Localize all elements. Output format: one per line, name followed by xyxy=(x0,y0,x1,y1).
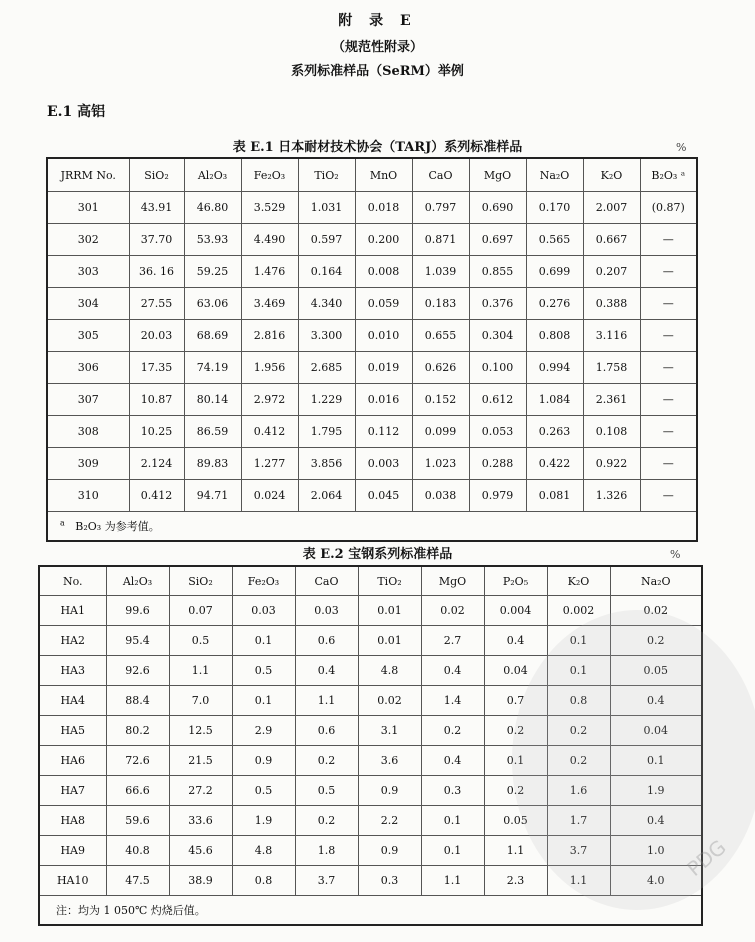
value-cell: 36. 16 xyxy=(129,256,184,288)
value-cell: 2.3 xyxy=(484,866,547,896)
value-cell: 1.0 xyxy=(610,836,702,866)
value-cell: 0.6 xyxy=(295,716,358,746)
value-cell: 0.038 xyxy=(412,480,469,512)
value-cell: 0.04 xyxy=(484,656,547,686)
column-header: Al₂O₃ xyxy=(184,158,241,192)
sample-id-cell: HA8 xyxy=(39,806,106,836)
table1-footnote-row xyxy=(47,512,697,542)
value-cell: 0.667 xyxy=(583,224,640,256)
value-cell: 2.9 xyxy=(232,716,295,746)
value-cell: 0.697 xyxy=(469,224,526,256)
value-cell: 0.1 xyxy=(484,746,547,776)
value-cell: 0.002 xyxy=(547,596,610,626)
value-cell: 0.4 xyxy=(610,686,702,716)
value-cell: 72.6 xyxy=(106,746,169,776)
value-cell: 0.9 xyxy=(358,776,421,806)
column-header: MgO xyxy=(469,158,526,192)
value-cell: 2.007 xyxy=(583,192,640,224)
value-cell: 0.4 xyxy=(421,656,484,686)
value-cell: 0.018 xyxy=(355,192,412,224)
table-row xyxy=(47,320,697,352)
value-cell: 0.2 xyxy=(610,626,702,656)
value-cell: (0.87) xyxy=(640,192,697,224)
value-cell: 0.170 xyxy=(526,192,583,224)
value-cell: 3.116 xyxy=(583,320,640,352)
value-cell: 0.108 xyxy=(583,416,640,448)
column-header: No. xyxy=(39,566,106,596)
table-row xyxy=(39,866,702,896)
value-cell: 0.4 xyxy=(421,746,484,776)
value-cell: 4.490 xyxy=(241,224,298,256)
value-cell: 0.008 xyxy=(355,256,412,288)
sample-id-cell: 303 xyxy=(47,256,129,288)
value-cell: 0.3 xyxy=(421,776,484,806)
value-cell: 1.8 xyxy=(295,836,358,866)
value-cell: 3.529 xyxy=(241,192,298,224)
value-cell: 0.07 xyxy=(169,596,232,626)
sample-id-cell: 308 xyxy=(47,416,129,448)
value-cell: 0.152 xyxy=(412,384,469,416)
table1-footnote xyxy=(47,512,697,542)
value-cell: — xyxy=(640,224,697,256)
footnote-mark: a xyxy=(60,518,65,528)
value-cell: 3.6 xyxy=(358,746,421,776)
value-cell: 3.1 xyxy=(358,716,421,746)
column-header: Fe₂O₃ xyxy=(232,566,295,596)
value-cell: 4.8 xyxy=(358,656,421,686)
value-cell: 12.5 xyxy=(169,716,232,746)
table2-header-row xyxy=(39,566,702,596)
value-cell: 0.808 xyxy=(526,320,583,352)
value-cell: 0.01 xyxy=(358,596,421,626)
sample-id-cell: HA6 xyxy=(39,746,106,776)
value-cell: 0.05 xyxy=(610,656,702,686)
value-cell: 0.626 xyxy=(412,352,469,384)
value-cell: 4.8 xyxy=(232,836,295,866)
value-cell: 0.8 xyxy=(232,866,295,896)
value-cell: 0.04 xyxy=(610,716,702,746)
value-cell: 0.3 xyxy=(358,866,421,896)
value-cell: 2.124 xyxy=(129,448,184,480)
sample-id-cell: 302 xyxy=(47,224,129,256)
value-cell: 0.2 xyxy=(484,776,547,806)
value-cell: 1.956 xyxy=(241,352,298,384)
value-cell: 2.064 xyxy=(298,480,355,512)
table-row xyxy=(47,384,697,416)
appendix-subtitle: （规范性附录） xyxy=(331,40,423,55)
value-cell: 0.02 xyxy=(358,686,421,716)
value-cell: 3.7 xyxy=(295,866,358,896)
value-cell: 1.326 xyxy=(583,480,640,512)
value-cell: 0.979 xyxy=(469,480,526,512)
sample-id-cell: 305 xyxy=(47,320,129,352)
value-cell: 1.4 xyxy=(421,686,484,716)
value-cell: 0.565 xyxy=(526,224,583,256)
table2-caption: 表 E.2 宝钢系列标准样品 xyxy=(302,547,453,562)
table-row xyxy=(47,480,697,512)
value-cell: 7.0 xyxy=(169,686,232,716)
value-cell: 10.25 xyxy=(129,416,184,448)
value-cell: 3.300 xyxy=(298,320,355,352)
value-cell: 0.412 xyxy=(129,480,184,512)
column-header: MgO xyxy=(421,566,484,596)
value-cell: 2.2 xyxy=(358,806,421,836)
value-cell: 0.690 xyxy=(469,192,526,224)
sample-id-cell: HA5 xyxy=(39,716,106,746)
value-cell: 3.469 xyxy=(241,288,298,320)
column-header: CaO xyxy=(412,158,469,192)
sample-id-cell: HA3 xyxy=(39,656,106,686)
value-cell: 1.1 xyxy=(484,836,547,866)
value-cell: 89.83 xyxy=(184,448,241,480)
value-cell: 45.6 xyxy=(169,836,232,866)
value-cell: 94.71 xyxy=(184,480,241,512)
value-cell: 0.412 xyxy=(241,416,298,448)
value-cell: 66.6 xyxy=(106,776,169,806)
value-cell: 1.6 xyxy=(547,776,610,806)
value-cell: 0.099 xyxy=(412,416,469,448)
table-row xyxy=(39,746,702,776)
value-cell: — xyxy=(640,416,697,448)
table-row xyxy=(39,656,702,686)
table1-caption: 表 E.1 日本耐材技术协会（TARJ）系列标准样品 xyxy=(232,140,523,155)
value-cell: — xyxy=(640,448,697,480)
value-cell: 0.1 xyxy=(547,626,610,656)
column-header: SiO₂ xyxy=(129,158,184,192)
sample-id-cell: 306 xyxy=(47,352,129,384)
value-cell: 74.19 xyxy=(184,352,241,384)
value-cell: 3.7 xyxy=(547,836,610,866)
table1-unit: % xyxy=(676,141,687,154)
column-header: K₂O xyxy=(547,566,610,596)
value-cell: 2.7 xyxy=(421,626,484,656)
value-cell: — xyxy=(640,320,697,352)
value-cell: 0.2 xyxy=(295,746,358,776)
value-cell: 0.164 xyxy=(298,256,355,288)
sample-id-cell: 304 xyxy=(47,288,129,320)
sample-id-cell: 307 xyxy=(47,384,129,416)
value-cell: 43.91 xyxy=(129,192,184,224)
value-cell: — xyxy=(640,288,697,320)
value-cell: 80.2 xyxy=(106,716,169,746)
value-cell: 1.229 xyxy=(298,384,355,416)
value-cell: 0.4 xyxy=(295,656,358,686)
table-row xyxy=(47,256,697,288)
sample-id-cell: HA9 xyxy=(39,836,106,866)
value-cell: 86.59 xyxy=(184,416,241,448)
value-cell: 0.797 xyxy=(412,192,469,224)
table-row xyxy=(39,776,702,806)
value-cell: 0.2 xyxy=(421,716,484,746)
value-cell: 2.361 xyxy=(583,384,640,416)
sample-id-cell: HA2 xyxy=(39,626,106,656)
table-row xyxy=(47,224,697,256)
table-row xyxy=(39,686,702,716)
value-cell: 0.4 xyxy=(484,626,547,656)
table1-header-row xyxy=(47,158,697,192)
value-cell: 0.5 xyxy=(232,656,295,686)
table-row xyxy=(39,806,702,836)
value-cell: 1.1 xyxy=(547,866,610,896)
sample-id-cell: 310 xyxy=(47,480,129,512)
value-cell: 1.476 xyxy=(241,256,298,288)
sample-id-cell: HA10 xyxy=(39,866,106,896)
value-cell: 88.4 xyxy=(106,686,169,716)
value-cell: 0.081 xyxy=(526,480,583,512)
table-row xyxy=(39,716,702,746)
value-cell: 0.288 xyxy=(469,448,526,480)
appendix-title: 附 录 E xyxy=(338,13,417,29)
value-cell: 0.7 xyxy=(484,686,547,716)
value-cell: 0.05 xyxy=(484,806,547,836)
value-cell: 0.100 xyxy=(469,352,526,384)
value-cell: 4.340 xyxy=(298,288,355,320)
value-cell: 0.699 xyxy=(526,256,583,288)
value-cell: 0.1 xyxy=(547,656,610,686)
table2-note: 注：均为 1 050℃ 灼烧后值。 xyxy=(39,896,702,926)
table-row xyxy=(47,352,697,384)
value-cell: 33.6 xyxy=(169,806,232,836)
value-cell: 68.69 xyxy=(184,320,241,352)
table-row xyxy=(39,626,702,656)
value-cell: 59.25 xyxy=(184,256,241,288)
value-cell: 1.031 xyxy=(298,192,355,224)
value-cell: 1.9 xyxy=(610,776,702,806)
value-cell: 1.1 xyxy=(295,686,358,716)
column-header: Na₂O xyxy=(610,566,702,596)
value-cell: 0.2 xyxy=(547,716,610,746)
value-cell: 95.4 xyxy=(106,626,169,656)
value-cell: 0.388 xyxy=(583,288,640,320)
value-cell: 0.276 xyxy=(526,288,583,320)
value-cell: 2.972 xyxy=(241,384,298,416)
sample-id-cell: HA4 xyxy=(39,686,106,716)
value-cell: 0.004 xyxy=(484,596,547,626)
value-cell: 99.6 xyxy=(106,596,169,626)
value-cell: 0.01 xyxy=(358,626,421,656)
value-cell: 1.084 xyxy=(526,384,583,416)
value-cell: 0.922 xyxy=(583,448,640,480)
table-row xyxy=(39,836,702,866)
column-header: Fe₂O₃ xyxy=(241,158,298,192)
value-cell: 0.059 xyxy=(355,288,412,320)
sample-id-cell: HA7 xyxy=(39,776,106,806)
value-cell: 92.6 xyxy=(106,656,169,686)
value-cell: 38.9 xyxy=(169,866,232,896)
value-cell: 0.112 xyxy=(355,416,412,448)
value-cell: 1.039 xyxy=(412,256,469,288)
value-cell: 47.5 xyxy=(106,866,169,896)
value-cell: 0.994 xyxy=(526,352,583,384)
watermark-text: PDG xyxy=(682,834,731,882)
value-cell: 0.304 xyxy=(469,320,526,352)
value-cell: 1.023 xyxy=(412,448,469,480)
value-cell: 1.1 xyxy=(169,656,232,686)
value-cell: 37.70 xyxy=(129,224,184,256)
table2-unit: % xyxy=(670,548,681,561)
value-cell: — xyxy=(640,384,697,416)
value-cell: 0.1 xyxy=(421,806,484,836)
value-cell: 0.053 xyxy=(469,416,526,448)
value-cell: 0.02 xyxy=(610,596,702,626)
column-header: CaO xyxy=(295,566,358,596)
value-cell: 0.6 xyxy=(295,626,358,656)
value-cell: 0.597 xyxy=(298,224,355,256)
table-baosteel-standards xyxy=(38,565,703,926)
value-cell: 0.019 xyxy=(355,352,412,384)
value-cell: 17.35 xyxy=(129,352,184,384)
value-cell: 40.8 xyxy=(106,836,169,866)
value-cell: 1.1 xyxy=(421,866,484,896)
section-title: E.1 高铝 xyxy=(47,104,106,120)
value-cell: 0.016 xyxy=(355,384,412,416)
value-cell: 0.871 xyxy=(412,224,469,256)
value-cell: 3.856 xyxy=(298,448,355,480)
value-cell: 1.9 xyxy=(232,806,295,836)
value-cell: 46.80 xyxy=(184,192,241,224)
value-cell: 0.024 xyxy=(241,480,298,512)
column-header: TiO₂ xyxy=(358,566,421,596)
value-cell: 1.7 xyxy=(547,806,610,836)
value-cell: 0.183 xyxy=(412,288,469,320)
column-header: Al₂O₃ xyxy=(106,566,169,596)
value-cell: 20.03 xyxy=(129,320,184,352)
column-header: B₂O₃ ᵃ xyxy=(640,158,697,192)
value-cell: 80.14 xyxy=(184,384,241,416)
value-cell: 1.795 xyxy=(298,416,355,448)
value-cell: 0.263 xyxy=(526,416,583,448)
column-header: SiO₂ xyxy=(169,566,232,596)
value-cell: 0.4 xyxy=(610,806,702,836)
value-cell: 53.93 xyxy=(184,224,241,256)
value-cell: 0.5 xyxy=(169,626,232,656)
column-header: JRRM No. xyxy=(47,158,129,192)
column-header: TiO₂ xyxy=(298,158,355,192)
value-cell: — xyxy=(640,480,697,512)
value-cell: 63.06 xyxy=(184,288,241,320)
value-cell: — xyxy=(640,352,697,384)
table-row xyxy=(47,416,697,448)
column-header: K₂O xyxy=(583,158,640,192)
value-cell: 0.2 xyxy=(547,746,610,776)
table-row xyxy=(47,448,697,480)
value-cell: 0.612 xyxy=(469,384,526,416)
value-cell: 0.9 xyxy=(232,746,295,776)
footnote-text: B₂O₃ 为参考值。 xyxy=(75,520,160,533)
value-cell: 0.422 xyxy=(526,448,583,480)
value-cell: 27.55 xyxy=(129,288,184,320)
value-cell: 2.685 xyxy=(298,352,355,384)
value-cell: 0.207 xyxy=(583,256,640,288)
value-cell: 0.9 xyxy=(358,836,421,866)
column-header: P₂O₅ xyxy=(484,566,547,596)
column-header: MnO xyxy=(355,158,412,192)
table-row xyxy=(39,596,702,626)
value-cell: 10.87 xyxy=(129,384,184,416)
value-cell: 0.045 xyxy=(355,480,412,512)
sample-id-cell: HA1 xyxy=(39,596,106,626)
value-cell: 0.02 xyxy=(421,596,484,626)
appendix-heading: 系列标准样品（SeRM）举例 xyxy=(291,64,464,79)
value-cell: 0.376 xyxy=(469,288,526,320)
value-cell: 2.816 xyxy=(241,320,298,352)
value-cell: 0.2 xyxy=(295,806,358,836)
value-cell: 0.1 xyxy=(232,626,295,656)
sample-id-cell: 309 xyxy=(47,448,129,480)
value-cell: 4.0 xyxy=(610,866,702,896)
table2-note-row xyxy=(39,896,702,926)
value-cell: 59.6 xyxy=(106,806,169,836)
value-cell: — xyxy=(640,256,697,288)
value-cell: 1.758 xyxy=(583,352,640,384)
value-cell: 0.2 xyxy=(484,716,547,746)
value-cell: 0.5 xyxy=(232,776,295,806)
value-cell: 0.03 xyxy=(295,596,358,626)
value-cell: 0.010 xyxy=(355,320,412,352)
value-cell: 0.200 xyxy=(355,224,412,256)
table-tarj-standards xyxy=(46,157,698,542)
value-cell: 0.655 xyxy=(412,320,469,352)
value-cell: 0.8 xyxy=(547,686,610,716)
value-cell: 0.03 xyxy=(232,596,295,626)
value-cell: 0.855 xyxy=(469,256,526,288)
value-cell: 21.5 xyxy=(169,746,232,776)
column-header: Na₂O xyxy=(526,158,583,192)
table-row xyxy=(47,192,697,224)
value-cell: 0.003 xyxy=(355,448,412,480)
table-row xyxy=(47,288,697,320)
sample-id-cell: 301 xyxy=(47,192,129,224)
value-cell: 27.2 xyxy=(169,776,232,806)
value-cell: 0.5 xyxy=(295,776,358,806)
value-cell: 0.1 xyxy=(610,746,702,776)
value-cell: 0.1 xyxy=(232,686,295,716)
value-cell: 1.277 xyxy=(241,448,298,480)
value-cell: 0.1 xyxy=(421,836,484,866)
